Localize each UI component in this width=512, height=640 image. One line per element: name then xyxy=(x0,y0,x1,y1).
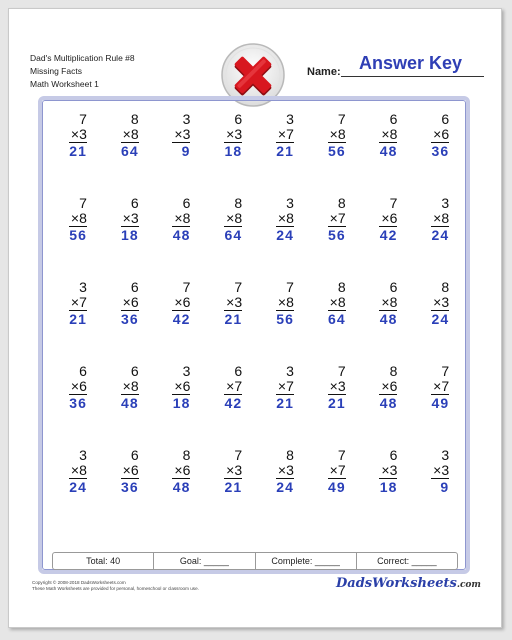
problem-item xyxy=(305,112,357,196)
problem-answer: 9 xyxy=(440,479,450,495)
problem-answer: 21 xyxy=(276,395,294,411)
problem-multiplier: ×3 xyxy=(433,294,450,310)
problem-multiplier: ×3 xyxy=(70,126,87,142)
problem-multiplier: ×6 xyxy=(122,462,139,478)
problem-top-number: 8 xyxy=(441,279,450,295)
problem-multiplier: ×7 xyxy=(277,378,294,394)
problem-stack xyxy=(419,364,449,411)
problem-item xyxy=(253,448,305,532)
problem-item xyxy=(408,448,460,532)
problem-top-number: 3 xyxy=(441,195,450,211)
problem-item xyxy=(253,112,305,196)
problem-stack xyxy=(212,196,242,243)
answer-key-label: Answer Key xyxy=(359,53,463,73)
problem-multiplier: ×8 xyxy=(277,210,294,226)
problem-multiplier: ×7 xyxy=(70,294,87,310)
problem-item xyxy=(201,112,253,196)
problem-top-number: 6 xyxy=(182,195,191,211)
problem-top-number: 3 xyxy=(79,447,87,463)
problem-top-number: 8 xyxy=(130,111,139,127)
problem-multiplier: ×8 xyxy=(277,294,294,310)
problem-item xyxy=(46,364,98,448)
problem-item xyxy=(46,196,98,280)
problem-stack xyxy=(160,448,190,495)
goal-field[interactable]: Goal: _____ xyxy=(154,553,255,569)
problem-stack xyxy=(212,448,242,495)
problem-top-number: 7 xyxy=(337,363,346,379)
problem-answer: 48 xyxy=(379,143,398,159)
problem-multiplier: ×8 xyxy=(70,210,87,226)
problem-top-number: 6 xyxy=(130,195,139,211)
problem-answer: 64 xyxy=(328,311,346,327)
problem-stack xyxy=(212,364,242,411)
problem-top-number: 6 xyxy=(130,279,139,295)
problem-stack xyxy=(316,364,346,411)
problem-item xyxy=(46,448,98,532)
problem-answer: 48 xyxy=(172,479,191,495)
problem-answer: 24 xyxy=(276,227,294,243)
problem-top-number: 6 xyxy=(389,279,398,295)
problem-top-number: 8 xyxy=(286,447,294,463)
problem-multiplier: ×8 xyxy=(226,210,243,226)
problem-answer: 36 xyxy=(431,143,450,159)
worksheet-title: Dad's Multiplication Rule #8 xyxy=(30,53,135,63)
problem-answer: 24 xyxy=(431,311,450,327)
problem-multiplier: ×6 xyxy=(381,210,398,226)
problem-stack xyxy=(57,448,87,495)
problem-top-number: 8 xyxy=(182,447,191,463)
problem-item xyxy=(408,364,460,448)
problem-multiplier: ×8 xyxy=(329,294,346,310)
problem-stack xyxy=(57,364,87,411)
problem-top-number: 6 xyxy=(389,447,398,463)
problem-multiplier: ×8 xyxy=(381,126,398,142)
problem-multiplier: ×6 xyxy=(174,462,191,478)
problem-stack xyxy=(160,280,190,327)
problem-item xyxy=(408,112,460,196)
problem-top-number: 6 xyxy=(389,111,398,127)
problem-top-number: 7 xyxy=(389,195,398,211)
problem-multiplier: ×8 xyxy=(381,294,398,310)
problem-answer: 49 xyxy=(431,395,450,411)
total-count: Total: 40 xyxy=(53,553,154,569)
problem-stack xyxy=(160,364,190,411)
problem-stack xyxy=(264,280,294,327)
problem-top-number: 8 xyxy=(337,195,346,211)
problem-item xyxy=(98,196,150,280)
problem-item xyxy=(357,364,409,448)
problem-item xyxy=(305,196,357,280)
name-field[interactable] xyxy=(341,76,484,77)
brand-logo[interactable] xyxy=(336,576,481,591)
problem-multiplier: ×6 xyxy=(174,294,191,310)
problem-multiplier: ×7 xyxy=(329,210,346,226)
problem-item xyxy=(253,364,305,448)
correct-field[interactable]: Correct: _____ xyxy=(377,556,437,566)
problem-multiplier: ×7 xyxy=(226,378,243,394)
problem-multiplier: ×8 xyxy=(70,462,87,478)
problem-stack xyxy=(419,112,449,159)
problem-item xyxy=(305,448,357,532)
problem-top-number: 3 xyxy=(182,111,191,127)
problem-stack xyxy=(367,280,397,327)
problem-stack xyxy=(419,280,449,327)
problem-multiplier: ×7 xyxy=(329,462,346,478)
problem-item xyxy=(150,112,202,196)
problem-item xyxy=(305,364,357,448)
problem-answer: 24 xyxy=(69,479,87,495)
problem-answer: 21 xyxy=(328,395,346,411)
problem-top-number: 6 xyxy=(441,111,450,127)
problem-stack xyxy=(264,448,294,495)
problem-stack xyxy=(316,196,346,243)
problem-item xyxy=(253,280,305,364)
problem-item xyxy=(357,280,409,364)
brand-name: DadsWorksheets xyxy=(336,576,457,591)
problem-answer: 56 xyxy=(276,311,294,327)
problem-stack xyxy=(109,196,139,243)
problem-answer: 56 xyxy=(328,143,346,159)
problem-answer: 49 xyxy=(328,479,346,495)
problem-item xyxy=(98,112,150,196)
worksheet-header xyxy=(30,52,135,91)
problem-item xyxy=(150,364,202,448)
problem-multiplier: ×8 xyxy=(433,210,450,226)
problem-top-number: 7 xyxy=(234,279,243,295)
problem-answer: 21 xyxy=(69,311,87,327)
problem-item xyxy=(98,448,150,532)
problem-top-number: 3 xyxy=(286,111,294,127)
problem-answer: 42 xyxy=(379,227,398,243)
problem-top-number: 8 xyxy=(234,195,243,211)
problem-item xyxy=(408,196,460,280)
problem-stack xyxy=(57,280,87,327)
problem-answer: 21 xyxy=(69,143,87,159)
problem-item xyxy=(357,448,409,532)
problem-stack xyxy=(212,112,242,159)
problem-stack xyxy=(367,364,397,411)
problem-multiplier: ×6 xyxy=(122,294,139,310)
problem-stack xyxy=(367,196,397,243)
problem-top-number: 6 xyxy=(130,363,139,379)
problem-stack xyxy=(264,196,294,243)
problem-stack xyxy=(212,280,242,327)
problem-multiplier: ×3 xyxy=(433,462,450,478)
problem-answer: 21 xyxy=(224,311,243,327)
problem-item xyxy=(201,364,253,448)
problem-item xyxy=(357,112,409,196)
problem-answer: 64 xyxy=(224,227,243,243)
problem-top-number: 7 xyxy=(441,363,450,379)
problem-multiplier: ×6 xyxy=(174,378,191,394)
problem-item xyxy=(46,112,98,196)
problem-item xyxy=(357,196,409,280)
problem-multiplier: ×3 xyxy=(381,462,398,478)
problem-answer: 42 xyxy=(172,311,191,327)
problem-multiplier: ×3 xyxy=(329,378,346,394)
problem-stack xyxy=(367,112,397,159)
problem-top-number: 7 xyxy=(337,111,346,127)
problem-multiplier: ×7 xyxy=(433,378,450,394)
problem-item xyxy=(150,280,202,364)
problem-multiplier: ×8 xyxy=(122,378,139,394)
problem-item xyxy=(150,448,202,532)
problem-top-number: 8 xyxy=(389,363,398,379)
problem-top-number: 7 xyxy=(79,195,87,211)
problem-answer: 36 xyxy=(121,479,139,495)
complete-field[interactable]: Complete: _____ xyxy=(256,553,357,569)
problem-top-number: 6 xyxy=(234,111,243,127)
problem-answer: 24 xyxy=(431,227,450,243)
copyright-line: Copyright © 2008-2018 DadsWorksheets.com xyxy=(32,580,126,585)
problem-top-number: 7 xyxy=(182,279,191,295)
problem-answer: 48 xyxy=(379,311,398,327)
problem-multiplier: ×6 xyxy=(381,378,398,394)
problem-stack xyxy=(160,112,190,159)
worksheet-number: Math Worksheet 1 xyxy=(30,79,99,89)
problem-top-number: 7 xyxy=(234,447,243,463)
problem-top-number: 3 xyxy=(286,363,294,379)
problem-stack xyxy=(316,448,346,495)
problem-stack xyxy=(367,448,397,495)
problem-stack xyxy=(419,196,449,243)
problem-answer: 9 xyxy=(181,143,191,159)
problem-stack xyxy=(109,280,139,327)
problem-multiplier: ×3 xyxy=(226,126,243,142)
problem-stack xyxy=(109,112,139,159)
problem-stack xyxy=(264,112,294,159)
problem-stack xyxy=(57,196,87,243)
problem-top-number: 3 xyxy=(182,363,191,379)
problem-top-number: 6 xyxy=(79,363,87,379)
problem-answer: 24 xyxy=(276,479,294,495)
problem-answer: 21 xyxy=(276,143,294,159)
problem-top-number: 6 xyxy=(130,447,139,463)
problem-item xyxy=(98,364,150,448)
problem-answer: 48 xyxy=(121,395,139,411)
brand-tld: .com xyxy=(456,580,481,590)
problem-multiplier: ×3 xyxy=(277,462,294,478)
problem-item xyxy=(305,280,357,364)
problem-top-number: 3 xyxy=(79,279,87,295)
problem-answer: 56 xyxy=(328,227,346,243)
usage-line: These Math Worksheets are provided for personal, homeschool or classroom use. xyxy=(32,586,199,591)
problem-multiplier: ×6 xyxy=(433,126,450,142)
problem-multiplier: ×3 xyxy=(226,294,243,310)
problem-answer: 18 xyxy=(121,227,139,243)
problem-answer: 56 xyxy=(69,227,87,243)
problem-stack xyxy=(264,364,294,411)
problem-item xyxy=(408,280,460,364)
problem-top-number: 6 xyxy=(234,363,243,379)
problem-stack xyxy=(316,280,346,327)
problem-multiplier: ×6 xyxy=(70,378,87,394)
problem-item xyxy=(201,448,253,532)
problem-top-number: 7 xyxy=(79,111,87,127)
problem-multiplier: ×3 xyxy=(122,210,139,226)
problem-multiplier: ×3 xyxy=(174,126,191,142)
problem-answer: 64 xyxy=(121,143,139,159)
problem-top-number: 7 xyxy=(286,279,294,295)
problem-answer: 48 xyxy=(172,227,191,243)
problem-stack xyxy=(57,112,87,159)
problem-multiplier: ×8 xyxy=(174,210,191,226)
problem-answer: 21 xyxy=(224,479,243,495)
problem-item xyxy=(46,280,98,364)
problem-top-number: 7 xyxy=(337,447,346,463)
problem-multiplier: ×7 xyxy=(277,126,294,142)
problem-answer: 48 xyxy=(379,395,398,411)
problem-answer: 18 xyxy=(379,479,398,495)
worksheet-subtitle: Missing Facts xyxy=(30,66,82,76)
problem-item xyxy=(253,196,305,280)
problem-answer: 36 xyxy=(69,395,87,411)
problem-top-number: 8 xyxy=(337,279,346,295)
problem-stack xyxy=(160,196,190,243)
problem-stack xyxy=(109,364,139,411)
problem-answer: 18 xyxy=(224,143,243,159)
score-bar xyxy=(52,552,458,570)
name-label: Name: xyxy=(307,66,341,78)
problem-answer: 36 xyxy=(121,311,139,327)
problem-stack xyxy=(109,448,139,495)
problem-stack xyxy=(419,448,449,495)
problem-item xyxy=(150,196,202,280)
problem-item xyxy=(98,280,150,364)
problem-answer: 42 xyxy=(224,395,243,411)
copyright-notice xyxy=(32,580,199,592)
problem-top-number: 3 xyxy=(441,447,450,463)
problem-multiplier: ×3 xyxy=(226,462,243,478)
problem-item xyxy=(201,196,253,280)
problem-multiplier: ×8 xyxy=(122,126,139,142)
problems-grid xyxy=(46,112,460,532)
problem-answer: 18 xyxy=(172,395,191,411)
problem-item xyxy=(201,280,253,364)
problem-stack xyxy=(316,112,346,159)
problem-multiplier: ×8 xyxy=(329,126,346,142)
problem-top-number: 3 xyxy=(286,195,294,211)
